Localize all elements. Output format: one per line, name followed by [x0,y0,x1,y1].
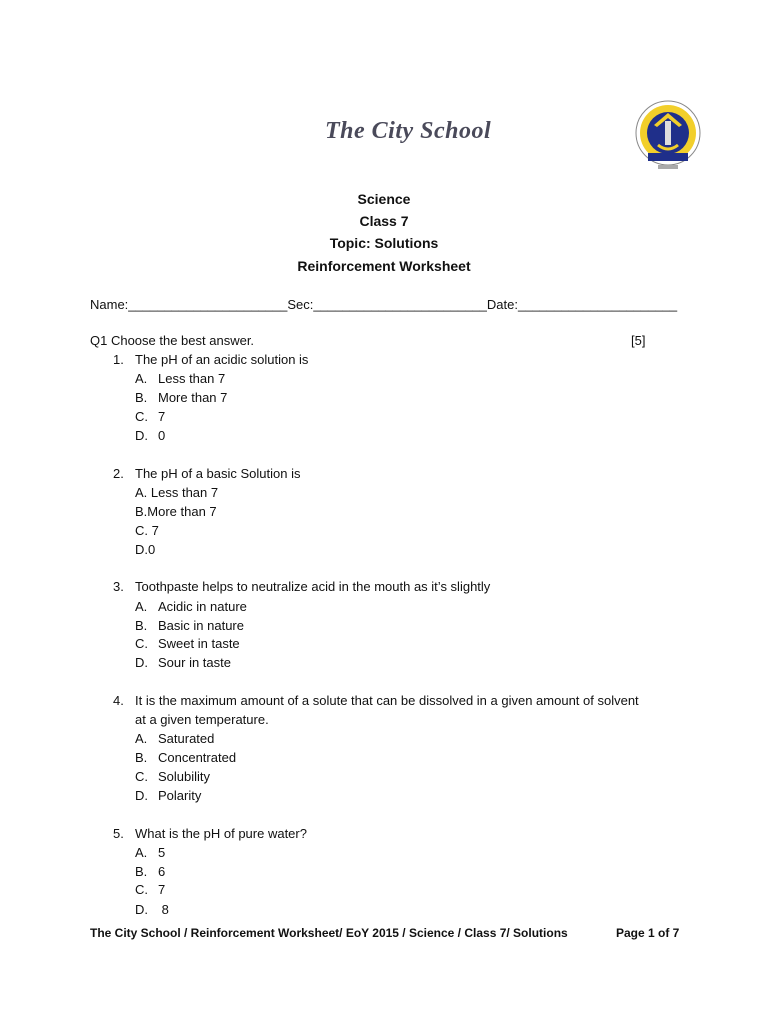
name-label: Name: [90,297,129,312]
question-text: The pH of an acidic solution is [135,352,309,367]
subject-title: Science [357,191,411,207]
option-text: Concentrated [158,750,237,765]
page-number: Page 1 of 7 [616,926,680,940]
option-letter: C. [135,409,148,424]
topic-title: Topic: Solutions [329,235,439,251]
option-letter: D. [135,655,148,670]
question-number: 2. [113,466,124,481]
option-text: A. Less than 7 [135,485,219,500]
section-label: Sec: [287,297,314,312]
option-letter: A. [135,599,148,614]
option-letter: C. [135,882,148,897]
name-blank: ______________________ [128,297,288,312]
date-label: Date: [486,297,518,312]
option-text: 8 [158,902,169,917]
option-text: 5 [158,845,166,860]
option-letter: C. [135,636,148,651]
option-text: Sweet in taste [158,636,240,651]
option-text: Basic in nature [158,618,244,633]
option-letter: C. [135,769,148,784]
question-text: It is the maximum amount of a solute that can be dissolved in a given amount of solvent [135,693,639,708]
question-number: 3. [113,579,124,594]
school-crest-icon [634,99,702,175]
school-logo-text: The City School [325,118,492,144]
option-letter: A. [135,371,148,386]
question-text: Toothpaste helps to neutralize acid in the mouth as it’s slightly [135,579,491,594]
option-text: 7 [158,882,166,897]
section-title: Q1 Choose the best answer. [90,333,255,348]
option-text: D.0 [135,542,156,557]
option-text: Polarity [158,788,202,803]
question-text-continued: at a given temperature. [135,712,269,727]
option-letter: D. [135,788,148,803]
section-blank: ________________________ [313,297,487,312]
option-letter: D. [135,902,148,917]
option-letter: A. [135,731,148,746]
option-text: B.More than 7 [135,504,217,519]
option-text: 6 [158,864,166,879]
option-text: More than 7 [158,390,228,405]
question-text: What is the pH of pure water? [135,826,307,841]
date-blank: ______________________ [517,297,678,312]
option-text: Acidic in nature [158,599,247,614]
question-number: 5. [113,826,124,841]
student-info-line [90,297,677,312]
footer-caption: The City School / Reinforcement Worksheet/ EoY 2015 / Science / Class 7/ Solutions [90,926,568,940]
option-text: 0 [158,428,166,443]
option-letter: B. [135,390,148,405]
option-letter: B. [135,864,148,879]
option-letter: D. [135,428,148,443]
option-text: C. 7 [135,523,159,538]
option-letter: B. [135,618,148,633]
question-text: The pH of a basic Solution is [135,466,301,481]
option-text: Saturated [158,731,215,746]
option-text: 7 [158,409,166,424]
option-letter: B. [135,750,148,765]
class-title: Class 7 [359,213,409,229]
question-number: 1. [113,352,124,367]
option-text: Sour in taste [158,655,231,670]
worksheet-title: Reinforcement Worksheet [297,258,471,274]
option-letter: A. [135,845,148,860]
section-marks: [5] [631,333,646,348]
option-text: Solubility [158,769,211,784]
question-number: 4. [113,693,124,708]
option-text: Less than 7 [158,371,226,386]
